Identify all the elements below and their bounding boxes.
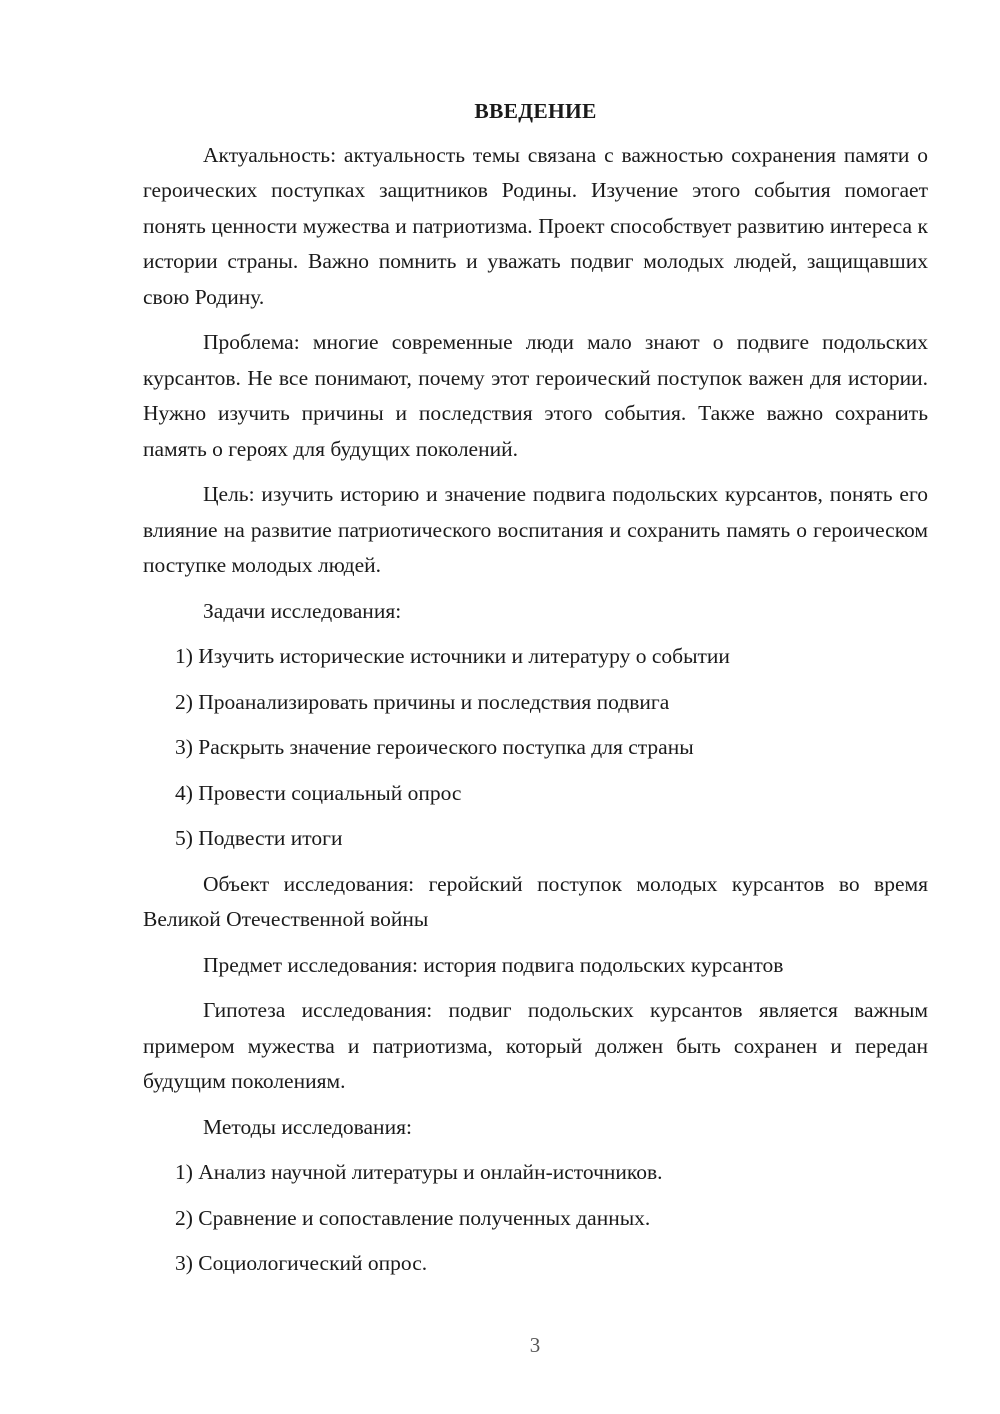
list-item: 2) Проанализировать причины и последствия подвига [175,689,670,714]
subject-paragraph: Предмет исследования: история подвига подольских курсантов [203,952,784,977]
list-item: 3) Социологический опрос. [175,1251,428,1275]
page-content [143,94,928,1292]
object-paragraph: Объект исследования: геройский поступок молодых курсантов во время Великой Отечественной войны [143,871,928,931]
tasks-list [143,639,928,857]
list-item: 4) Провести социальный опрос [175,780,462,805]
list-item: 1) Анализ научной литературы и онлайн-источников. [175,1160,663,1184]
methods-heading: Методы исследования: [203,1114,412,1139]
list-item: 1) Изучить исторические источники и литературу о событии [175,644,730,668]
tasks-heading: Задачи исследования: [203,598,402,623]
hypothesis-paragraph: Гипотеза исследования: подвиг подольских курсантов является важным примером мужества и патриотизма, который должен быть сохранен и передан будущим поколениям. [143,998,928,1093]
problem-paragraph: Проблема: многие современные люди мало знают о подвиге подольских курсантов. Не все понимают, почему этот героический поступок важен для истории. Нужно изучить причины и последствия этого события. Также важно сохранить память о героях для будущих поколений. [143,330,928,461]
goal-paragraph: Цель: изучить историю и значение подвига подольских курсантов, понять его влияние на развитие патриотического воспитания и сохранить память о героическом поступке молодых людей. [143,482,928,577]
list-item: 5) Подвести итоги [175,826,343,850]
list-item: 2) Сравнение и сопоставление полученных данных. [175,1205,651,1230]
section-heading: ВВЕДЕНИЕ [474,99,597,123]
list-item: 3) Раскрыть значение героического поступка для страны [175,735,694,759]
methods-list [143,1155,928,1282]
relevance-paragraph: Актуальность: актуальность темы связана с важностью сохранения памяти о героических поступках защитников Родины. Изучение этого события помогает понять ценности мужества и патриотизма. Проект способствует развитию интереса к истории страны. Важно помнить и уважать подвиг молодых людей, защищавших свою Родину. [143,142,928,309]
page-number: 3 [529,1333,541,1357]
